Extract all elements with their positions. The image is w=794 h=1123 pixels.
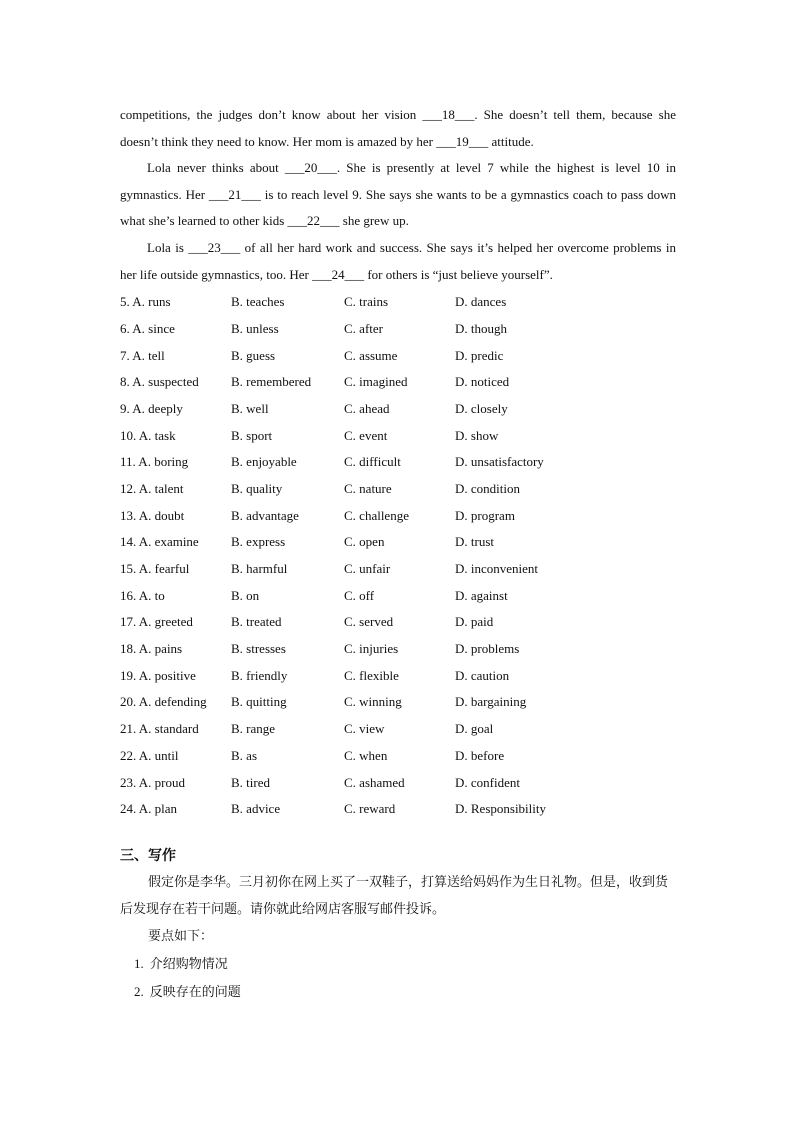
option-choice: C. served [344,614,394,630]
question-options-row [120,396,676,423]
option-choice: D. caution [455,667,510,683]
question-options-row [120,289,676,316]
option-choice: D. dances [455,294,507,310]
option-choice: 17. A. greeted [120,614,193,630]
question-options-row [120,556,676,583]
option-choice: B. enjoyable [231,454,297,470]
question-options-row [120,663,676,690]
option-choice: D. inconvenient [455,561,539,577]
option-choice: C. winning [344,694,402,710]
option-choice: 22. A. until [120,747,179,763]
option-choice: D. goal [455,721,494,737]
option-choice: B. unless [231,320,279,336]
passage-paragraph-2: Lola never thinks about ___20___. She is presently at level 7 while the highest is level 10 in gymnastics. Her ___21___ is to reach level 9. She says she wants to be a gymnastics coach to pass down what she’s learned to other kids ___22___ she grew up. [120,160,676,229]
option-choice: D. program [455,507,515,523]
option-choice: C. open [344,534,385,550]
question-options-row [120,609,676,636]
option-choice: 15. A. fearful [120,561,190,577]
question-options-row [120,529,676,556]
option-choice: B. quality [231,480,283,496]
option-choice: B. quitting [231,694,287,710]
option-choice: C. nature [344,480,392,496]
option-choice: C. when [344,747,388,763]
option-choice: B. advantage [231,507,299,523]
answer-options [120,289,676,823]
option-choice: C. after [344,320,383,336]
writing-points-label: 要点如下： [148,928,214,944]
option-choice: D. predic [455,347,504,363]
option-choice: 7. A. tell [120,347,165,363]
option-choice: C. reward [344,801,396,817]
option-choice: 18. A. pains [120,641,183,657]
option-choice: 21. A. standard [120,721,199,737]
passage-paragraph-3: Lola is ___23___ of all her hard work and success. She says it’s helped her overcome problems in her life outside gymnastics, too. Her ___24___ for others is “just believe yourself”. [120,239,676,282]
option-choice: B. friendly [231,667,288,683]
passage-paragraph-1: competitions, the judges don’t know about her vision ___18___. She doesn’t tell them, because she doesn’t think they need to know. Her mom is amazed by her ___19___ attitude. [120,107,676,149]
option-choice: C. trains [344,294,389,310]
option-choice: 8. A. suspected [120,374,199,390]
option-choice: D. problems [455,641,520,657]
option-choice: 13. A. doubt [120,507,185,523]
option-choice: C. challenge [344,507,409,523]
option-choice: D. against [455,587,508,603]
option-choice: B. harmful [231,561,288,577]
writing-points-list [120,950,676,1006]
question-options-row [120,476,676,503]
option-choice: B. guess [231,347,276,363]
option-choice: B. advice [231,801,281,817]
option-choice: D. condition [455,480,520,496]
option-choice: D. confident [455,774,520,790]
option-choice: D. unsatisfactory [455,454,544,470]
option-choice: 9. A. deeply [120,400,183,416]
option-choice: B. well [231,400,269,416]
option-choice: 19. A. positive [120,667,196,683]
question-options-row [120,369,676,396]
question-options-row [120,743,676,770]
writing-prompt: 假定你是李华。三月初你在网上买了一双鞋子，打算送给妈妈作为生日礼物。但是，收到货后发现存在若干问题。请你就此给网店客服写邮件投诉。 [120,874,669,917]
option-choice: D. paid [455,614,494,630]
section-title-writing: 三、写作 [120,847,176,864]
option-choice: C. event [344,427,388,443]
question-options-row [120,449,676,476]
option-choice: B. as [231,747,257,763]
option-choice: B. sport [231,427,273,443]
question-options-row [120,689,676,716]
option-choice: C. unfair [344,561,391,577]
option-choice: B. express [231,534,286,550]
option-choice: B. remembered [231,374,312,390]
option-choice: B. treated [231,614,282,630]
question-options-row [120,343,676,370]
option-choice: 12. A. talent [120,480,184,496]
option-choice: B. teaches [231,294,285,310]
option-choice: 14. A. examine [120,534,199,550]
option-choice: C. injuries [344,641,399,657]
option-choice: 23. A. proud [120,774,185,790]
option-choice: D. Responsibility [455,801,547,817]
question-options-row [120,770,676,797]
option-choice: C. ahead [344,400,390,416]
option-choice: C. flexible [344,667,399,683]
option-choice: B. tired [231,774,270,790]
option-choice: D. before [455,747,505,763]
option-choice: C. imagined [344,374,408,390]
option-choice: D. show [455,427,499,443]
option-choice: B. stresses [231,641,286,657]
option-choice: 10. A. task [120,427,176,443]
option-choice: C. assume [344,347,398,363]
question-options-row [120,423,676,450]
option-choice: 16. A. to [120,587,165,603]
question-options-row [120,503,676,530]
option-choice: B. on [231,587,260,603]
option-choice: D. noticed [455,374,510,390]
option-choice: 24. A. plan [120,801,178,817]
option-choice: C. difficult [344,454,401,470]
option-choice: D. closely [455,400,508,416]
option-choice: C. view [344,721,385,737]
writing-point: 2. 反映存在的问题 [134,983,241,1000]
option-choice: D. bargaining [455,694,527,710]
option-choice: 20. A. defending [120,694,207,710]
document-page [120,102,676,1006]
question-options-row [120,716,676,743]
question-options-row [120,583,676,610]
option-choice: C. off [344,587,375,603]
option-choice: D. trust [455,534,494,550]
option-choice: 11. A. boring [120,454,189,470]
option-choice: 5. A. runs [120,294,171,310]
question-options-row [120,796,676,823]
option-choice: C. ashamed [344,774,405,790]
option-choice: D. though [455,320,507,336]
question-options-row [120,316,676,343]
question-options-row [120,636,676,663]
writing-point: 1. 介绍购物情况 [134,955,228,972]
option-choice: 6. A. since [120,320,175,336]
option-choice: B. range [231,721,276,737]
